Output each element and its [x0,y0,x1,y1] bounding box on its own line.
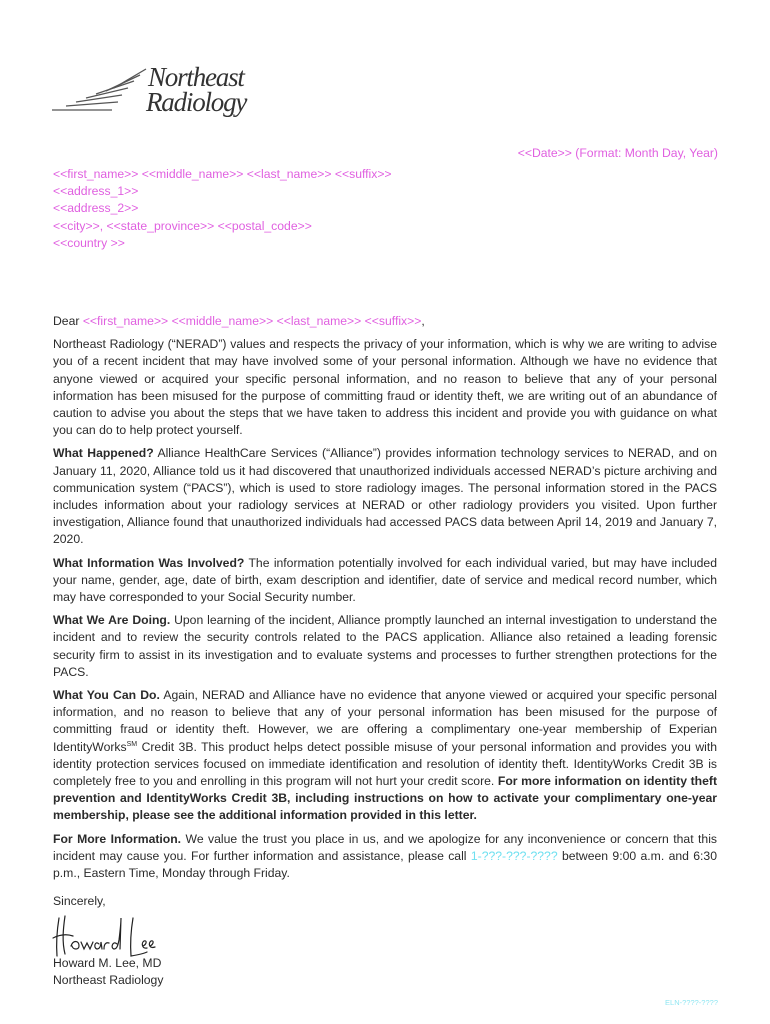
more-info-heading: For More Information. [53,831,182,846]
more-info-paragraph: For More Information. We value the trust you place in us, and we apologize for any inconvenience or concern that this incident may cause you. For further information and assistance, please call 1-???-???-???? between 9:00 a.m. and 6:30 p.m., Eastern Time, Monday through Friday. [53,831,717,881]
address-line-country: <<country >> [53,235,125,250]
what-info-paragraph: What Information Was Involved? The information potentially involved for each individual varied, but may have included your name, gender, age, date of birth, exam description and identifier, date of service and medical record number, which may have corresponded to your Social Security number. [53,555,717,605]
address-line-1: <<address_1>> [53,184,139,199]
salutation: Dear <<first_name>> <<middle_name>> <<last_name>> <<suffix>>, [53,314,425,328]
address-line-2: <<address_2>> [53,201,139,216]
address-line-city: <<city>>, <<state_province>> <<postal_code>> [53,218,312,233]
handwritten-signature [51,912,161,960]
signer-name: Howard M. Lee, MD [53,956,162,970]
signer-block [53,955,163,989]
address-line-name: <<first_name>> <<middle_name>> <<last_name>> <<suffix>> [53,167,392,181]
recipient-address [53,166,392,252]
logo-line-1: Northeast [148,62,244,92]
salutation-name: <<first_name>> <<middle_name>> <<last_name>> <<suffix>> [82,314,422,328]
what-happened-paragraph: What Happened? Alliance HealthCare Services (“Alliance”) provides information technology services to NERAD, and on January 11, 2020, Alliance told us it had discovered that unauthorized individuals accessed NERAD’s picture archiving and communication system (“PACS”), which is used to store radiology images. The personal information stored in the PACS includes information about your radiology services at NERAD or other radiology providers you visited. Upon further investigation, Alliance found that unauthorized individuals had accessed PACS data between April 14, 2019 and January 7, 2020. [53,446,717,547]
phone-number: 1-???-???-???? [470,848,558,863]
what-you-can-do-paragraph: What You Can Do. Again, NERAD and Alliance have no evidence that anyone viewed or acquired your specific personal information, and no reason to believe that any of your personal information has been misused for the purpose of committing fraud or identity theft. However, we are offering a complimentary one-year membership of Experian IdentityWorks℠ Credit 3B. This product helps detect possible misuse of your personal information and provides you with identity protection services focused on immediate identification and resolution of identity theft. IdentityWorks Credit 3B is completely free to you and enrolling in this program will not hurt your credit score. For more information on identity theft prevention and IdentityWorks Credit 3B, including instructions on how to activate your complimentary one-year membership, please see the additional information provided in this letter. [53,688,717,823]
what-doing-paragraph: What We Are Doing. Upon learning of the incident, Alliance promptly launched an internal investigation to understand the incident and to review the security controls related to the PACS application. Alliance also retained a leading forensic security firm to assist in its investigation and to evaluate systems and processes to further strengthen protections for the PACS. [53,613,717,679]
closing: Sincerely, [53,894,106,908]
logo-line-2: Radiology [146,87,247,117]
identity-info-bold: For more information on identity theft prevention and IdentityWorks Credit 3B, including instructions on how to activate your complimentary one-year membership, please see the additional information provided in this letter. [53,774,717,823]
date-placeholder: <<Date>> (Format: Month Day, Year) [517,146,718,160]
northeast-radiology-logo [52,60,282,120]
what-doing-heading: What We Are Doing. [53,613,171,628]
what-you-can-do-heading: What You Can Do. [53,688,160,703]
reference-code: ELN-????-???? [665,998,718,1007]
what-happened-heading: What Happened? [53,446,154,461]
intro-paragraph: Northeast Radiology (“NERAD”) values and respects the privacy of your information, which is why we are writing to advise you of a recent incident that may have involved some of your personal information. Although we have no evidence that anyone viewed or acquired your specific personal information, and no reason to believe that any of your personal information has been misused for the purpose of committing fraud or identity theft, we are writing out of an abundance of caution to advise you about the steps that we have taken to address this incident and provide you with guidance on what you can do to help protect yourself. [53,337,717,438]
signer-org: Northeast Radiology [53,973,164,988]
what-info-heading: What Information Was Involved? [53,555,245,570]
service-mark: SM [126,740,138,748]
letter-body [53,313,717,888]
